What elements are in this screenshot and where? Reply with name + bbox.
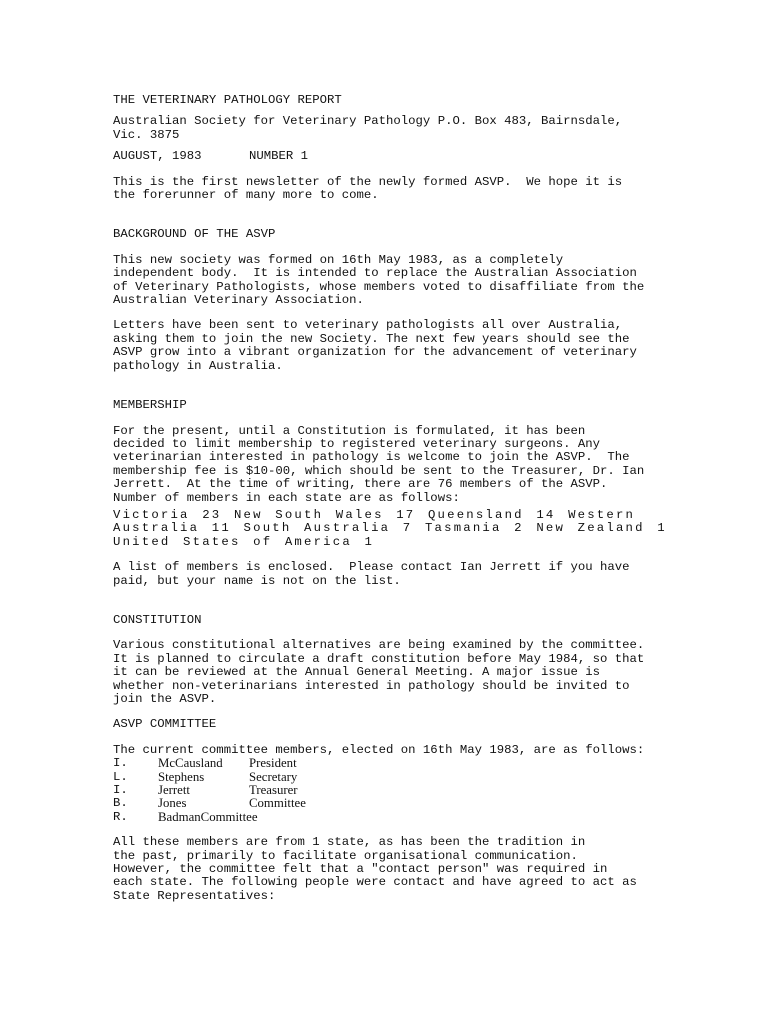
committee-heading: ASVP COMMITTEE — [113, 717, 217, 732]
member-role: Committee — [200, 809, 258, 824]
member-role: Secretary — [249, 769, 298, 784]
membership-heading: MEMBERSHIP — [113, 398, 187, 413]
membership-paragraph-2: A list of members is enclosed. Please contact Ian Jerrett if you have paid, but your name is not on the list. — [113, 560, 630, 588]
committee-paragraph-2: All these members are from 1 state, as has been the tradition in the past, primarily to facilitate organisational communication. However, the committee felt that a "contact person" was required in each state. The following people were contact and have agreed to act as State Representatives: — [113, 835, 637, 903]
member-initial: R. — [113, 809, 128, 824]
issue-date: AUGUST, 1983 — [113, 149, 202, 164]
committee-row — [113, 771, 673, 784]
member-initial: I. — [113, 783, 128, 798]
background-paragraph-1: This new society was formed on 16th May 1983, as a completely independent body. It is intended to replace the Australian Association of Veterinary Pathologists, whose members voted to disaffiliate from the Australian Veterinary Association. — [113, 252, 645, 308]
issue-number: NUMBER 1 — [249, 149, 309, 164]
issue-line — [113, 150, 673, 163]
constitution-heading: CONSTITUTION — [113, 612, 202, 627]
member-name: McCausland — [158, 756, 223, 771]
member-name: Jerrett — [158, 783, 190, 798]
member-name: Jones — [158, 796, 187, 811]
member-role: Committee — [249, 796, 306, 811]
membership-paragraph-1: For the present, until a Constitution is formulated, it has been decided to limit membership to registered veterinary surgeons. Any veterinarian interested in pathology is welcome to join the ASVP. The membership fee is $10-00, which should be sent to the Treasurer, Dr. Ian Jerrett. At the time of writing, there are 76 members of the ASVP. Number of members in each state are as follows: — [113, 423, 645, 505]
member-role: President — [249, 756, 297, 771]
committee-list — [113, 757, 673, 824]
intro-paragraph: This is the first newsletter of the newly formed ASVP. We hope it is the forerunner of many more to come. — [113, 174, 623, 203]
constitution-paragraph: Various constitutional alternatives are being examined by the committee. It is planned to circulate a draft constitution before May 1984, so that it can be reviewed at the Annual General Meeting. A major issue is whether non-veterinarians interested in pathology should be invited to join the ASVP. — [113, 638, 645, 706]
background-heading: BACKGROUND OF THE ASVP — [113, 227, 276, 242]
member-name: Badman — [158, 809, 201, 824]
member-initial: B. — [113, 796, 128, 811]
society-address: Australian Society for Veterinary Pathology P.O. Box 483, Bairnsdale, Vic. 3875 — [113, 114, 623, 142]
document-title: THE VETERINARY PATHOLOGY REPORT — [113, 93, 342, 107]
committee-intro: The current committee members, elected on 16th May 1983, are as follows: — [113, 742, 645, 757]
state-member-counts: Victoria 23 New South Wales 17 Queensland 14 Western Australia 11 South Australia 7 Tasmania 2 New Zealand 1 United States of America 1 — [113, 507, 667, 549]
member-role: Treasurer — [249, 783, 298, 798]
committee-row — [113, 811, 673, 824]
background-paragraph-2: Letters have been sent to veterinary pathologists all over Australia, asking them to join the new Society. The next few years should see the ASVP grow into a vibrant organization for the advancement of veterinary pathology in Australia. — [113, 318, 637, 373]
member-name: Stephens — [158, 769, 205, 784]
committee-row — [113, 757, 673, 770]
committee-row — [113, 784, 673, 797]
member-initial: L. — [113, 769, 128, 784]
document-page — [113, 94, 673, 903]
member-initial: I. — [113, 756, 128, 771]
committee-row — [113, 797, 673, 810]
